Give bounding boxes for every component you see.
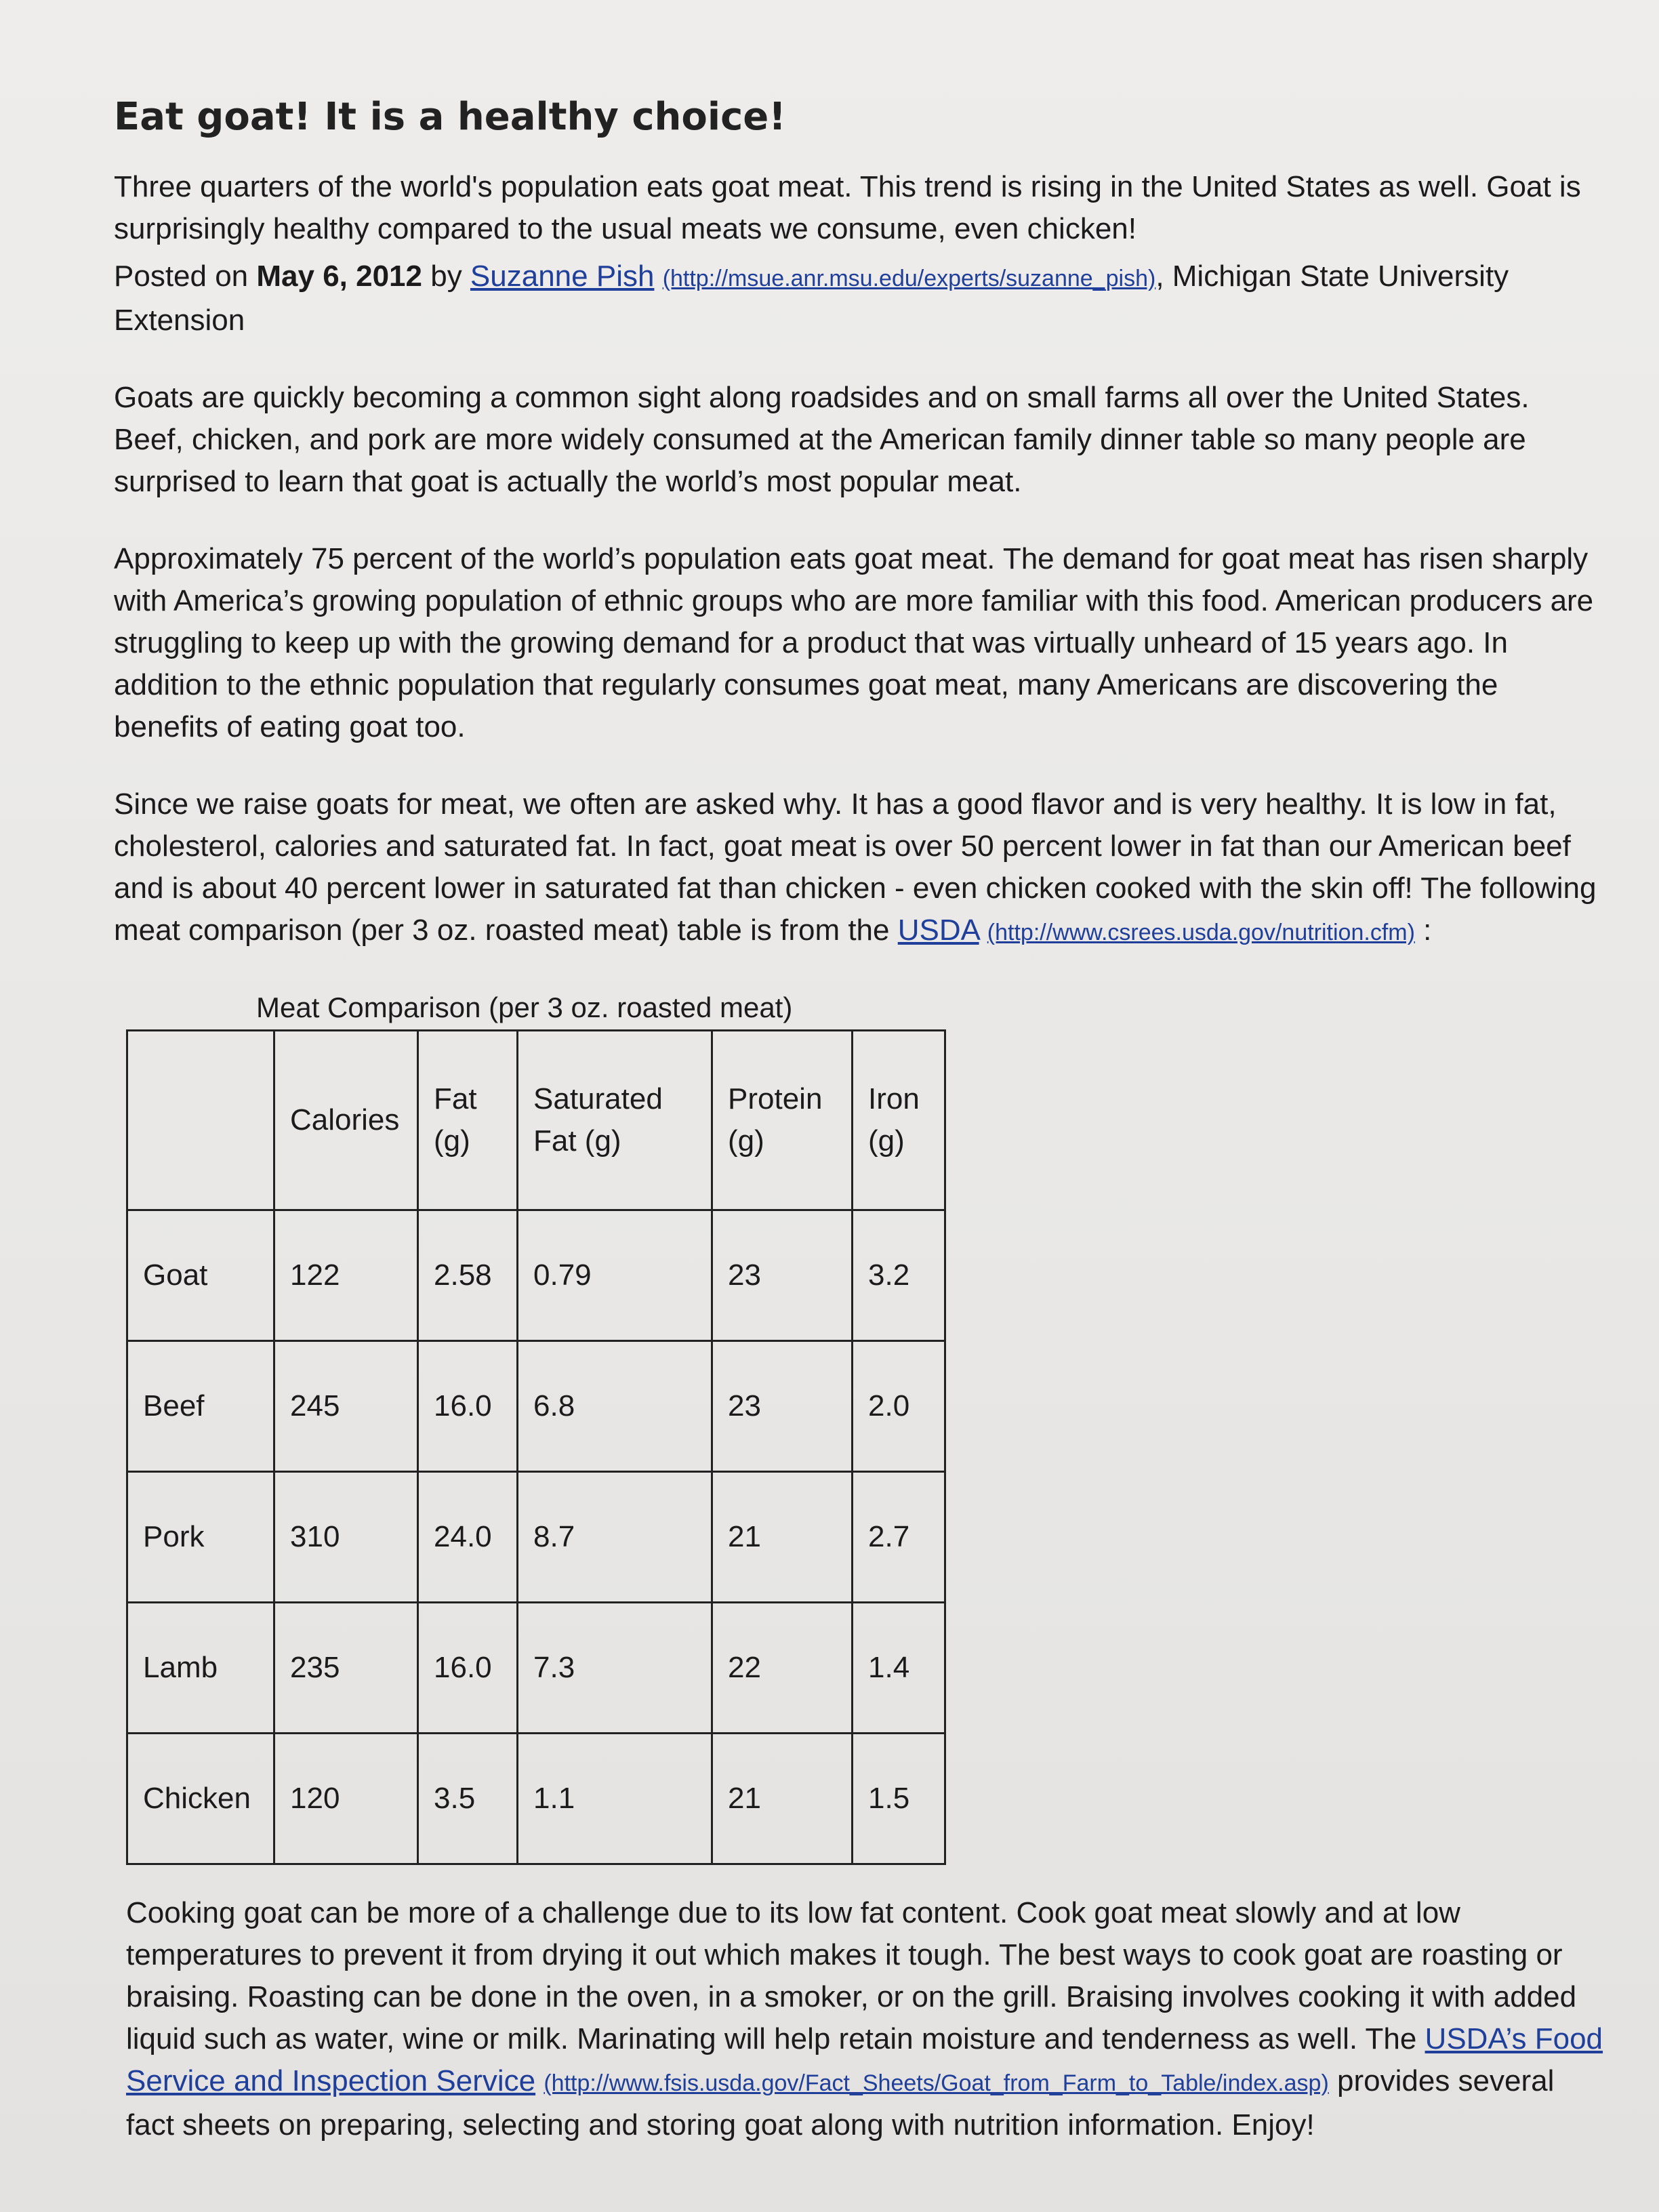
byline <box>114 255 1605 342</box>
table-cell: 122 <box>274 1210 418 1341</box>
article-title: Eat goat! It is a healthy choice! <box>114 95 786 139</box>
fsis-link[interactable]: USDA’s Food Service and Inspection Service <box>126 2022 1603 2097</box>
table-cell: 2.58 <box>418 1210 518 1341</box>
fsis-url-link[interactable]: (http://www.fsis.usda.gov/Fact_Sheets/Goat_from_Farm_to_Table/index.asp) <box>544 2070 1329 2096</box>
table-cell: 8.7 <box>518 1472 712 1603</box>
table-cell: 2.7 <box>853 1472 945 1603</box>
table-cell: 7.3 <box>518 1603 712 1734</box>
table-cell: 16.0 <box>418 1603 518 1734</box>
table-cell: 310 <box>274 1472 418 1603</box>
table-cell: 2.0 <box>853 1341 945 1472</box>
byline-by: by <box>422 260 470 293</box>
paragraph: Goats are quickly becoming a common sight along roadsides and on small farms all over the United States. Beef, chicken, and pork are more widely consumed at the American family dinner table so many people are surprised to learn that goat is actually the world’s most popular meat. <box>114 381 1530 498</box>
closing-paragraph <box>126 1892 1605 2146</box>
table-header-cell <box>127 1031 274 1210</box>
author-link[interactable]: Suzanne Pish <box>470 260 655 293</box>
table-header-cell: Protein (g) <box>712 1031 853 1210</box>
author-url-link[interactable]: (http://msue.anr.msu.edu/experts/suzanne_pish) <box>662 266 1156 291</box>
article <box>114 81 1605 2146</box>
table-header-row <box>127 1031 945 1210</box>
closing-suffix: provides several fact sheets on preparing, selecting and storing goat along with nutrition information. Enjoy! <box>126 2064 1555 2142</box>
table-cell: 23 <box>712 1341 853 1472</box>
table-cell: 3.2 <box>853 1210 945 1341</box>
table-caption: Meat Comparison (per 3 oz. roasted meat) <box>256 991 793 1023</box>
table-header-cell: Fat (g) <box>418 1031 518 1210</box>
table-cell: 0.79 <box>518 1210 712 1341</box>
table-cell: 3.5 <box>418 1734 518 1864</box>
table-cell: Beef <box>127 1341 274 1472</box>
post-date: May 6, 2012 <box>256 260 422 293</box>
usda-link[interactable]: USDA <box>897 914 979 947</box>
table-cell: 245 <box>274 1341 418 1472</box>
table-cell: Lamb <box>127 1603 274 1734</box>
table-row <box>127 1472 945 1603</box>
table-header-cell: Saturated Fat (g) <box>518 1031 712 1210</box>
article-lead: Three quarters of the world's population eats goat meat. This trend is rising in the United States as well. Goat is surprisingly healthy compared to the usual meats we consume, even chicken! <box>114 170 1581 245</box>
paragraph: Approximately 75 percent of the world’s population eats goat meat. The demand for goat meat has risen sharply with America’s growing population of ethnic groups who are more familiar with this food. American producers are struggling to keep up with the growing demand for a product that was virtually unheard of 15 years ago. In addition to the ethnic population that regularly consumes goat meat, many Americans are discovering the benefits of eating goat too. <box>114 542 1594 743</box>
author-affiliation: , Michigan State University Extension <box>114 260 1509 337</box>
paragraph-suffix: : <box>1414 914 1432 947</box>
table-cell: 24.0 <box>418 1472 518 1603</box>
table-cell: 21 <box>712 1472 853 1603</box>
closing-text: Cooking goat can be more of a challenge due to its low fat content. Cook goat meat slowly and at low temperatures to prevent it from drying it out which makes it tough. The best ways to cook goat are roasting or braising. Roasting can be done in the oven, in a smoker, or on the grill. Braising involves cooking it with added liquid such as water, wine or milk. Marinating will help retain moisture and tenderness as well. The <box>126 1896 1577 2055</box>
usda-url-link[interactable]: (http://www.csrees.usda.gov/nutrition.cfm) <box>987 920 1415 945</box>
table-header-cell: Iron (g) <box>853 1031 945 1210</box>
meat-comparison-table <box>126 1029 946 1865</box>
table-cell: Pork <box>127 1472 274 1603</box>
table-row <box>127 1603 945 1734</box>
table-cell: 120 <box>274 1734 418 1864</box>
table-cell: 23 <box>712 1210 853 1341</box>
table-cell: 21 <box>712 1734 853 1864</box>
table-row <box>127 1734 945 1864</box>
table-cell: 1.4 <box>853 1603 945 1734</box>
table-row <box>127 1210 945 1341</box>
table-cell: 235 <box>274 1603 418 1734</box>
byline-prefix: Posted on <box>114 260 257 293</box>
table-cell: Chicken <box>127 1734 274 1864</box>
table-cell: Goat <box>127 1210 274 1341</box>
paragraph <box>114 783 1605 954</box>
table-cell: 22 <box>712 1603 853 1734</box>
table-cell: 1.1 <box>518 1734 712 1864</box>
table-cell: 6.8 <box>518 1341 712 1472</box>
table-cell: 16.0 <box>418 1341 518 1472</box>
table-row <box>127 1341 945 1472</box>
paragraph-text: Since we raise goats for meat, we often are asked why. It has a good flavor and is very healthy. It is low in fat, cholesterol, calories and saturated fat. In fact, goat meat is over 50 percent lower in fat than our American beef and is about 40 percent lower in saturated fat than chicken - even chicken cooked with the skin off! The following meat comparison (per 3 oz. roasted meat) table is from the <box>114 787 1597 947</box>
table-cell: 1.5 <box>853 1734 945 1864</box>
table-header-cell: Calories <box>274 1031 418 1210</box>
